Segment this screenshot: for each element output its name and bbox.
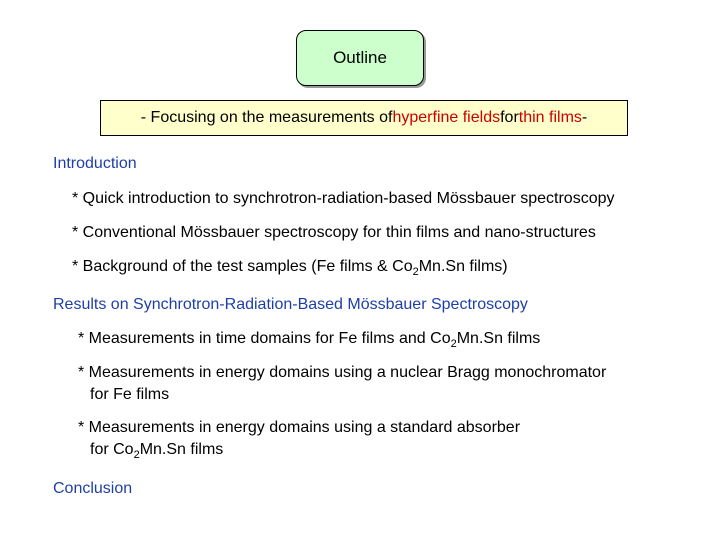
intro-item-1: * Quick introduction to synchrotron-radiation-based Mössbauer spectroscopy: [72, 190, 615, 207]
results-item-1: * Measurements in time domains for Fe films and $Co_2Mn.Sn$ films: [78, 330, 541, 350]
title-box: [296, 30, 424, 86]
focus-text-pre: - Focusing on the measurements of: [140, 109, 393, 126]
focus-text-post: -: [581, 109, 588, 126]
intro-heading: Introduction: [53, 155, 137, 172]
slide-title: Outline: [333, 48, 387, 67]
intro-item-2: * Conventional Mössbauer spectroscopy for thin films and nano-structures: [72, 224, 596, 241]
focus-highlight-thin-films: thin films: [518, 109, 582, 126]
conclusion-heading: Conclusion: [53, 480, 133, 497]
results-item-3-line-1: * Measurements in energy domains using a standard absorber: [78, 419, 521, 436]
results-heading: Results on Synchrotron-Radiation-Based Mössbauer Spectroscopy: [53, 296, 528, 313]
results-item-2-line-1: * Measurements in energy domains using a nuclear Bragg monochromator: [78, 364, 607, 381]
results-item-3-line-2: for $Co_2Mn.Sn$ films: [90, 441, 224, 461]
intro-item-3: * Background of the test samples (Fe films & $Co_2Mn.Sn$ films): [72, 258, 508, 278]
focus-text-mid: for: [500, 109, 519, 126]
results-item-2-line-2: for Fe films: [90, 386, 170, 403]
focus-box: [100, 100, 628, 136]
focus-highlight-hyperfine: hyperfine fields: [392, 109, 501, 126]
